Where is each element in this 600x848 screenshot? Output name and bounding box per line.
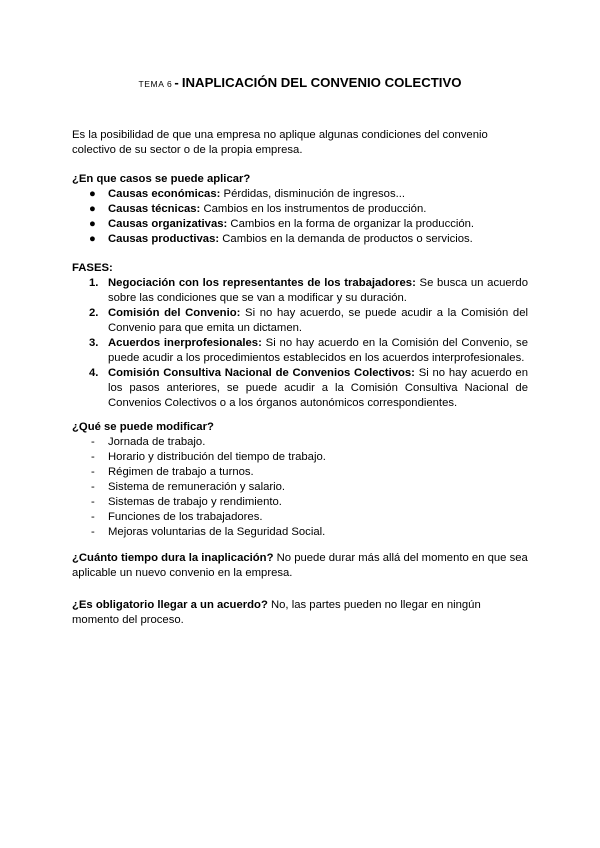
list-item: - Funciones de los trabajadores. — [91, 511, 263, 523]
duracion-answer: No puede durar más allá del momento en que sea aplicable un nuevo convenio en la empresa. — [72, 552, 528, 579]
list-item: ● Causas organizativas: Cambios en la forma de organizar la producción. — [89, 218, 475, 230]
title-text: INAPLICACIÓN DEL CONVENIO COLECTIVO — [181, 75, 462, 90]
list-item: ● Causas económicas: Pérdidas, disminución de ingresos... — [89, 188, 406, 200]
list-item: - Jornada de trabajo. — [91, 436, 206, 448]
tema-label: TEMA 6 — [138, 79, 173, 89]
page-title — [0, 75, 600, 92]
casos-heading: ¿En que casos se puede aplicar? — [72, 173, 251, 185]
list-item: - Horario y distribución del tiempo de trabajo. — [91, 451, 326, 463]
list-item: 1. Negociación con los representantes de los trabajadores: Se busca un acuerdo sobre las condiciones que se van a modificar y su duración. — [89, 277, 528, 304]
casos-section — [72, 172, 528, 247]
fases-list — [72, 276, 528, 411]
acuerdo-answer: No, las partes pueden no llegar en ningún momento del proceso. — [72, 599, 481, 626]
list-item: 3. Acuerdos inerprofesionales: Si no hay acuerdo en la Comisión del Convenio, se puede acudir a los procedimientos establecidos en los acuerdos interprofesionales. — [89, 337, 528, 364]
bullet-icon: ● — [89, 188, 96, 200]
modificar-list — [72, 435, 528, 540]
intro-paragraph: Es la posibilidad de que una empresa no aplique algunas condiciones del convenio colectivo de su sector o de la propia empresa. — [72, 129, 488, 156]
list-item: - Sistemas de trabajo y rendimiento. — [91, 496, 282, 508]
dash-icon: - — [91, 511, 95, 523]
fases-heading: FASES: — [72, 262, 113, 274]
bullet-icon: ● — [89, 218, 96, 230]
dash-icon: - — [91, 451, 95, 463]
dash-icon: - — [91, 526, 95, 538]
list-item: 4. Comisión Consultiva Nacional de Convenios Colectivos: Si no hay acuerdo en los pasos anteriores, se puede acudir a la Comisión Consultiva Nacional de Convenios Colectivos o a los órganos autonómicos correspondientes. — [89, 367, 528, 409]
list-item: ● Causas técnicas: Cambios en los instrumentos de producción. — [89, 203, 427, 215]
list-item: 2. Comisión del Convenio: Si no hay acuerdo, se puede acudir a la Comisión del Convenio para que emita un dictamen. — [89, 307, 528, 334]
acuerdo-paragraph — [72, 598, 528, 628]
list-item: - Mejoras voluntarias de la Seguridad Social. — [91, 526, 326, 538]
duracion-paragraph — [72, 551, 528, 581]
list-item: - Sistema de remuneración y salario. — [91, 481, 286, 493]
duracion-question: ¿Cuánto tiempo dura la inaplicación? — [72, 552, 274, 564]
acuerdo-question: ¿Es obligatorio llegar a un acuerdo? — [72, 599, 268, 611]
bullet-icon: ● — [89, 203, 96, 215]
modificar-heading: ¿Qué se puede modificar? — [72, 421, 214, 433]
dash-icon: - — [91, 496, 95, 508]
dash-icon: - — [91, 466, 95, 478]
modificar-section — [72, 420, 528, 540]
list-item: - Régimen de trabajo a turnos. — [91, 466, 254, 478]
title-separator: - — [174, 75, 179, 90]
fases-section — [72, 261, 528, 411]
bullet-icon: ● — [89, 233, 96, 245]
dash-icon: - — [91, 436, 95, 448]
dash-icon: - — [91, 481, 95, 493]
casos-list — [72, 187, 528, 247]
list-item: ● Causas productivas: Cambios en la demanda de productos o servicios. — [89, 233, 473, 245]
